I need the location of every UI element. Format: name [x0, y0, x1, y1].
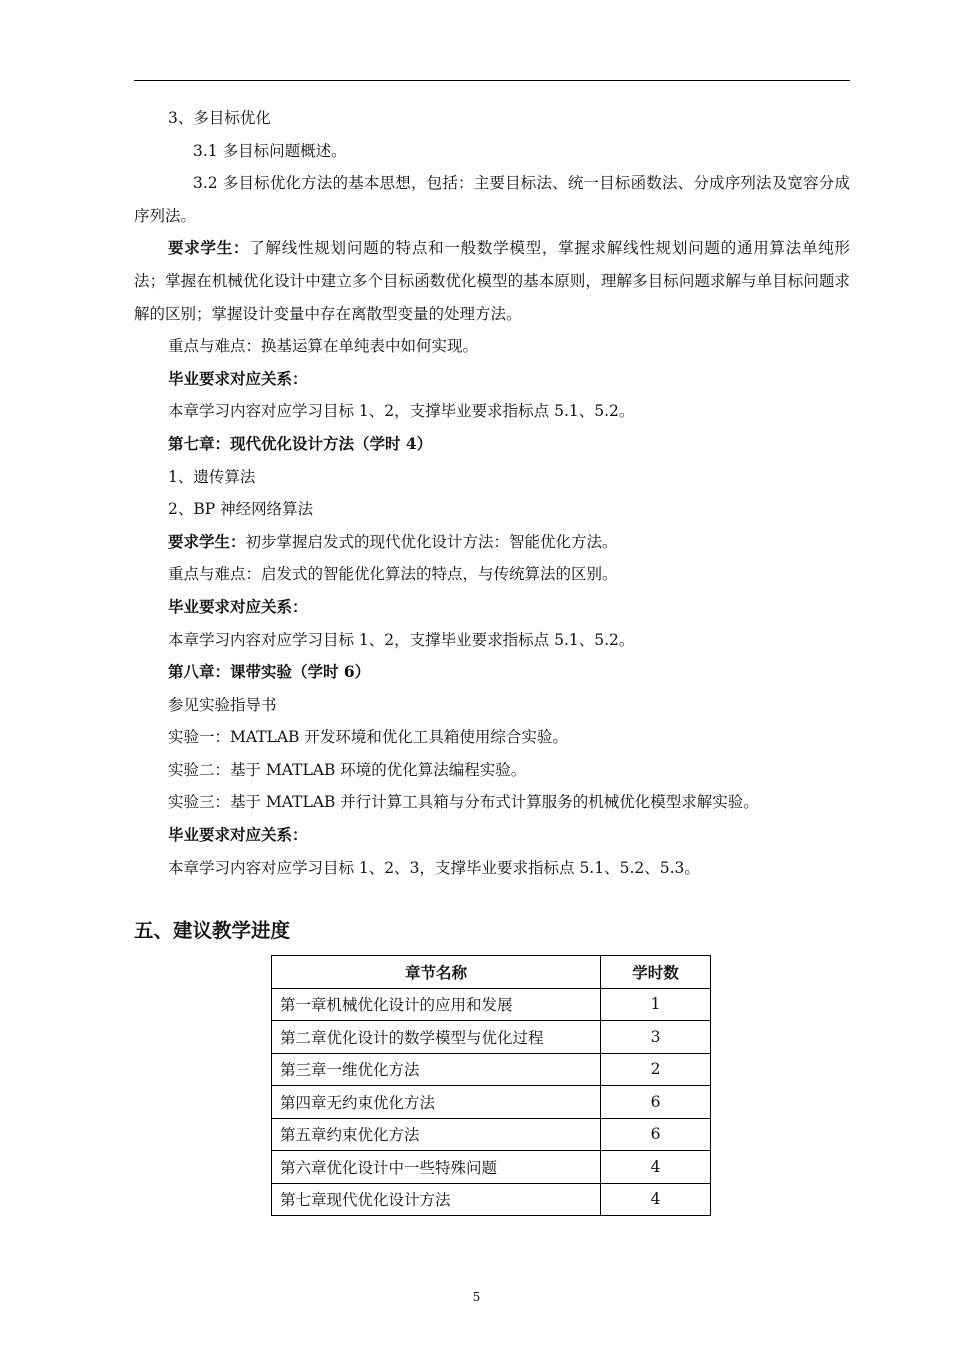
graduation-label-3: 毕业要求对应关系： — [168, 825, 308, 845]
requirements-paragraph-1 — [134, 232, 850, 330]
graduation-text-1: 本章学习内容对应学习目标 1、2，支撑毕业要求指标点 5.1、5.2。 — [168, 402, 635, 421]
header-rule — [134, 80, 850, 81]
experiment-1: 实验一：MATLAB 开发环境和优化工具箱使用综合实验。 — [168, 728, 568, 747]
graduation-text-2: 本章学习内容对应学习目标 1、2，支撑毕业要求指标点 5.1、5.2。 — [168, 630, 635, 649]
table-header-row — [272, 956, 711, 989]
document-body — [134, 102, 850, 884]
table-row — [272, 1151, 711, 1184]
hours-cell: 2 — [601, 1053, 711, 1086]
chapter-name-cell: 第二章优化设计的数学模型与优化过程 — [272, 1021, 601, 1054]
chapter-name-cell: 第三章一维优化方法 — [272, 1053, 601, 1086]
experiment-2: 实验二：基于 MATLAB 环境的优化算法编程实验。 — [168, 760, 527, 779]
schedule-table — [271, 955, 711, 1216]
requirements-text: 了解线性规划问题的特点和一般数学模型，掌握求解线性规划问题的通用算法单纯形法；掌握在机械优化设计中建立多个目标函数优化模型的基本原则，理解多目标问题求解与单目标问题求解的区别；掌握设计变量中存在离散型变量的处理方法。 — [134, 239, 850, 323]
chapter-name-cell: 第四章无约束优化方法 — [272, 1086, 601, 1119]
graduation-label-2: 毕业要求对应关系： — [168, 596, 308, 616]
requirements-text: 初步掌握启发式的现代优化设计方法：智能优化方法。 — [245, 532, 618, 551]
chapter-7-title: 第七章：现代优化设计方法（学时 4） — [168, 433, 433, 453]
chapter-name-cell: 第七章现代优化设计方法 — [272, 1183, 601, 1216]
section-5-title: 五、建议教学进度 — [134, 919, 291, 942]
table-row — [272, 1021, 711, 1054]
hours-cell: 6 — [601, 1086, 711, 1119]
table-row — [272, 1086, 711, 1119]
graduation-label-1: 毕业要求对应关系： — [168, 368, 308, 388]
table-row — [272, 1053, 711, 1086]
hours-cell: 4 — [601, 1151, 711, 1184]
key-points-2: 重点与难点：启发式的智能优化算法的特点，与传统算法的区别。 — [168, 565, 618, 584]
chapter-7-item-2: 2、BP 神经网络算法 — [168, 500, 314, 519]
chapter-8-title: 第八章：课带实验（学时 6） — [168, 662, 371, 682]
hours-cell: 3 — [601, 1021, 711, 1054]
table-row — [272, 1183, 711, 1216]
requirements-label: 要求学生： — [168, 238, 250, 258]
page-number: 5 — [472, 1290, 481, 1304]
column-header-chapter: 章节名称 — [272, 956, 601, 989]
key-points-1: 重点与难点：换基运算在单纯表中如何实现。 — [168, 337, 479, 356]
chapter-name-cell: 第五章约束优化方法 — [272, 1118, 601, 1151]
chapter-name-cell: 第一章机械优化设计的应用和发展 — [272, 988, 601, 1021]
experiment-3: 实验三：基于 MATLAB 并行计算工具箱与分布式计算服务的机械优化模型求解实验。 — [168, 793, 759, 812]
chapter-7-item-1: 1、遗传算法 — [168, 467, 256, 486]
column-header-hours: 学时数 — [601, 956, 711, 989]
chapter-8-reference: 参见实验指导书 — [168, 695, 277, 714]
hours-cell: 6 — [601, 1118, 711, 1151]
table-row — [272, 1118, 711, 1151]
item-3-2: 3.2 多目标优化方法的基本思想，包括：主要目标法、统一目标函数法、分成序列法及宽容分成序列法。 — [134, 174, 850, 225]
heading-multi-objective: 3、多目标优化 — [168, 109, 271, 127]
requirements-paragraph-2 — [134, 526, 850, 559]
table-row — [272, 988, 711, 1021]
hours-cell: 4 — [601, 1183, 711, 1216]
hours-cell: 1 — [601, 988, 711, 1021]
item-3-1: 3.1 多目标问题概述。 — [193, 141, 347, 160]
graduation-text-3: 本章学习内容对应学习目标 1、2、3，支撑毕业要求指标点 5.1、5.2、5.3。 — [168, 858, 700, 877]
chapter-name-cell: 第六章优化设计中一些特殊问题 — [272, 1151, 601, 1184]
requirements-label: 要求学生： — [168, 531, 246, 551]
